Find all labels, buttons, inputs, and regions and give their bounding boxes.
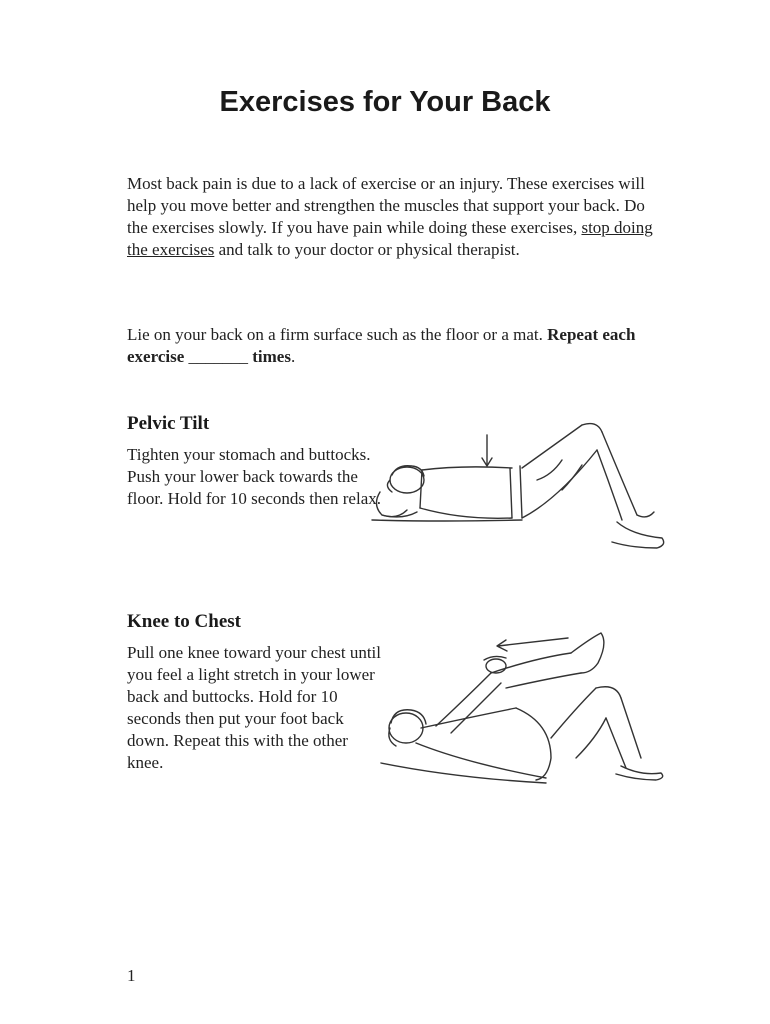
exercise-title-knee-to-chest: Knee to Chest xyxy=(127,611,241,632)
exercise-text-pelvic-tilt: Tighten your stomach and buttocks. Push your lower back towards the floor. Hold for 10 seconds then relax. xyxy=(127,445,381,508)
instructions-blank: _______ xyxy=(184,347,253,366)
intro-paragraph xyxy=(127,173,657,261)
instructions-bold-times: times xyxy=(252,347,291,366)
instructions-text: Lie on your back on a firm surface such as the floor or a mat. xyxy=(127,325,548,344)
intro-underlined-text: stop doing the exercises xyxy=(127,218,653,259)
knee-to-chest-illustration xyxy=(376,628,671,788)
exercise-title-pelvic-tilt: Pelvic Tilt xyxy=(127,413,210,434)
instructions-end: . xyxy=(290,347,296,366)
instructions-paragraph xyxy=(127,324,657,368)
left-arrow-icon xyxy=(498,638,568,646)
pelvic-tilt-illustration xyxy=(362,420,672,555)
instructions-bold-repeat: Repeat each exercise xyxy=(127,325,636,366)
intro-text-part2: and talk to your doctor or physical therapist. xyxy=(214,240,520,259)
intro-text-part1: Most back pain is due to a lack of exercise or an injury. These exercises will help you move better and strengthen the muscles that support your back. Do the exercises slowly. If you have pain while doing these exercises, xyxy=(127,174,645,237)
exercise-text-knee-to-chest: Pull one knee toward your chest until you feel a light stretch in your lower back and buttocks. Hold for 10 seconds then put your foot back down. Repeat this with the other knee. xyxy=(127,643,382,772)
page-title: Exercises for Your Back xyxy=(219,86,551,118)
page-number: 1 xyxy=(127,966,136,985)
